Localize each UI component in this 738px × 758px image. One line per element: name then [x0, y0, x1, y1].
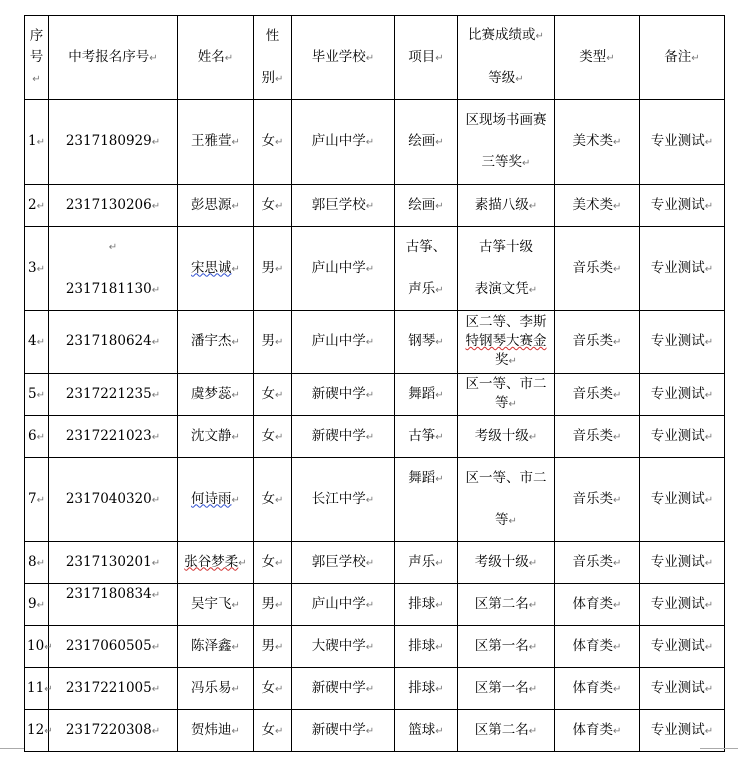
- cell-gender: 女↵: [254, 668, 292, 710]
- cell-type: 音乐类↵: [555, 542, 640, 584]
- table-row: [25, 458, 725, 542]
- cell-type: 体育类↵: [555, 668, 640, 710]
- header-item: 项目↵: [395, 16, 458, 100]
- cell-note: 专业测试↵: [640, 458, 725, 542]
- cell-school: 郭巨学校↵: [292, 185, 395, 227]
- cell-name: 虞梦蕊↵: [178, 374, 254, 416]
- cell-school: 庐山中学↵: [292, 227, 395, 311]
- cell-result: 素描八级↵: [458, 185, 555, 227]
- cell-item: 古筝、 声乐↵: [395, 227, 458, 311]
- cell-item: 排球↵: [395, 668, 458, 710]
- cell-note: 专业测试↵: [640, 542, 725, 584]
- cell-type: 美术类↵: [555, 100, 640, 185]
- cell-result: 区现场书画赛 三等奖↵: [458, 100, 555, 185]
- cell-result: 区第一名↵: [458, 626, 555, 668]
- cell-item: 舞蹈↵: [395, 458, 458, 542]
- cell-reg: 2317220308↵: [49, 710, 178, 752]
- cell-type: 体育类↵: [555, 626, 640, 668]
- cell-school: 郭巨学校↵: [292, 542, 395, 584]
- header-school: 毕业学校↵: [292, 16, 395, 100]
- cell-reg: ↵ 2317181130↵: [49, 227, 178, 311]
- table-row: [25, 542, 725, 584]
- cell-name: 冯乐易↵: [178, 668, 254, 710]
- header-result: 比赛成绩或↵ 等级↵: [458, 16, 555, 100]
- cell-school: 新碶中学↵: [292, 374, 395, 416]
- cell-item: 绘画↵: [395, 185, 458, 227]
- cell-school: 长江中学↵: [292, 458, 395, 542]
- cell-reg: 2317180834↵: [49, 584, 178, 626]
- cell-school: 大碶中学↵: [292, 626, 395, 668]
- cell-note: 专业测试↵: [640, 668, 725, 710]
- cell-result: 区第一名↵: [458, 668, 555, 710]
- cell-note: 专业测试↵: [640, 710, 725, 752]
- cell-type: 体育类↵: [555, 710, 640, 752]
- page-corner-mark-right: [700, 748, 738, 749]
- cell-result: 区第二名↵: [458, 710, 555, 752]
- cell-gender: 女↵: [254, 100, 292, 185]
- header-name: 姓名↵: [178, 16, 254, 100]
- table-row: [25, 416, 725, 458]
- cell-name: 张谷梦柔↵: [178, 542, 254, 584]
- header-row: [25, 16, 725, 100]
- cell-gender: 女↵: [254, 185, 292, 227]
- cell-name: 陈泽鑫↵: [178, 626, 254, 668]
- cell-reg: 2317221023↵: [49, 416, 178, 458]
- cell-item: 排球↵: [395, 584, 458, 626]
- cell-reg: 2317180929↵: [49, 100, 178, 185]
- table-row: [25, 710, 725, 752]
- table-row: [25, 100, 725, 185]
- cell-type: 音乐类↵: [555, 416, 640, 458]
- cell-result: 区一等、市二 等↵: [458, 374, 555, 416]
- table-row: [25, 668, 725, 710]
- cell-seq: 3↵: [25, 227, 49, 311]
- cell-school: 新碶中学↵: [292, 416, 395, 458]
- cell-name: 何诗雨↵: [178, 458, 254, 542]
- cell-result: 考级十级↵: [458, 542, 555, 584]
- table-row: [25, 311, 725, 374]
- cell-type: 美术类↵: [555, 185, 640, 227]
- header-registration-number: 中考报名序号↵: [49, 16, 178, 100]
- cell-reg: 2317180624↵: [49, 311, 178, 374]
- cell-item: 钢琴↵: [395, 311, 458, 374]
- cell-name: 贺炜迪↵: [178, 710, 254, 752]
- cell-note: 专业测试↵: [640, 227, 725, 311]
- cell-gender: 女↵: [254, 374, 292, 416]
- table-row: [25, 374, 725, 416]
- cell-school: 新碶中学↵: [292, 668, 395, 710]
- cell-note: 专业测试↵: [640, 374, 725, 416]
- table-row: [25, 584, 725, 626]
- cell-seq: 9↵: [25, 584, 49, 626]
- cell-type: 体育类↵: [555, 584, 640, 626]
- cell-name: 吴宇飞↵: [178, 584, 254, 626]
- cell-reg: 2317040320↵: [49, 458, 178, 542]
- cell-item: 绘画↵: [395, 100, 458, 185]
- cell-seq: 8↵: [25, 542, 49, 584]
- cell-item: 声乐↵: [395, 542, 458, 584]
- cell-reg: 2317130206↵: [49, 185, 178, 227]
- header-gender: 性 别↵: [254, 16, 292, 100]
- cell-reg: 2317060505↵: [49, 626, 178, 668]
- cell-school: 庐山中学↵: [292, 311, 395, 374]
- cell-seq: 5↵: [25, 374, 49, 416]
- student-roster-table: [24, 15, 725, 752]
- cell-seq: 2↵: [25, 185, 49, 227]
- cell-name: 宋思诚↵: [178, 227, 254, 311]
- cell-gender: 女↵: [254, 416, 292, 458]
- cell-item: 古筝↵: [395, 416, 458, 458]
- cell-seq: 7↵: [25, 458, 49, 542]
- cell-gender: 女↵: [254, 458, 292, 542]
- cell-school: 庐山中学↵: [292, 584, 395, 626]
- cell-reg: 2317130201↵: [49, 542, 178, 584]
- cell-note: 专业测试↵: [640, 416, 725, 458]
- cell-gender: 男↵: [254, 227, 292, 311]
- page-corner-mark-left: [0, 748, 24, 749]
- table-row: [25, 227, 725, 311]
- cell-result: 区一等、市二 等↵: [458, 458, 555, 542]
- cell-result: 古筝十级 表演文凭↵: [458, 227, 555, 311]
- cell-note: 专业测试↵: [640, 311, 725, 374]
- cell-item: 篮球↵: [395, 710, 458, 752]
- header-note: 备注↵: [640, 16, 725, 100]
- cell-name: 沈文静↵: [178, 416, 254, 458]
- table-row: [25, 626, 725, 668]
- cell-seq: 1↵: [25, 100, 49, 185]
- cell-note: 专业测试↵: [640, 185, 725, 227]
- cell-gender: 男↵: [254, 584, 292, 626]
- cell-gender: 女↵: [254, 710, 292, 752]
- cell-seq: 4↵: [25, 311, 49, 374]
- cell-gender: 女↵: [254, 542, 292, 584]
- cell-gender: 男↵: [254, 626, 292, 668]
- cell-reg: 2317221005↵: [49, 668, 178, 710]
- header-seq: 序 号↵: [25, 16, 49, 100]
- cell-reg: 2317221235↵: [49, 374, 178, 416]
- cell-type: 音乐类↵: [555, 374, 640, 416]
- cell-type: 音乐类↵: [555, 311, 640, 374]
- cell-result: 区第二名↵: [458, 584, 555, 626]
- cell-result: 考级十级↵: [458, 416, 555, 458]
- cell-school: 庐山中学↵: [292, 100, 395, 185]
- cell-result: 区二等、李斯 特钢琴大赛金 奖↵: [458, 311, 555, 374]
- cell-school: 新碶中学↵: [292, 710, 395, 752]
- cell-type: 音乐类↵: [555, 227, 640, 311]
- cell-seq: 12↵: [25, 710, 49, 752]
- cell-item: 舞蹈↵: [395, 374, 458, 416]
- cell-gender: 男↵: [254, 311, 292, 374]
- cell-seq: 6↵: [25, 416, 49, 458]
- header-type: 类型↵: [555, 16, 640, 100]
- cell-name: 潘宇杰↵: [178, 311, 254, 374]
- cell-note: 专业测试↵: [640, 584, 725, 626]
- cell-note: 专业测试↵: [640, 100, 725, 185]
- cell-seq: 11↵: [25, 668, 49, 710]
- cell-seq: 10↵: [25, 626, 49, 668]
- cell-type: 音乐类↵: [555, 458, 640, 542]
- table-row: [25, 185, 725, 227]
- cell-item: 排球↵: [395, 626, 458, 668]
- cell-name: 彭思源↵: [178, 185, 254, 227]
- cell-note: 专业测试↵: [640, 626, 725, 668]
- cell-name: 王雅萱↵: [178, 100, 254, 185]
